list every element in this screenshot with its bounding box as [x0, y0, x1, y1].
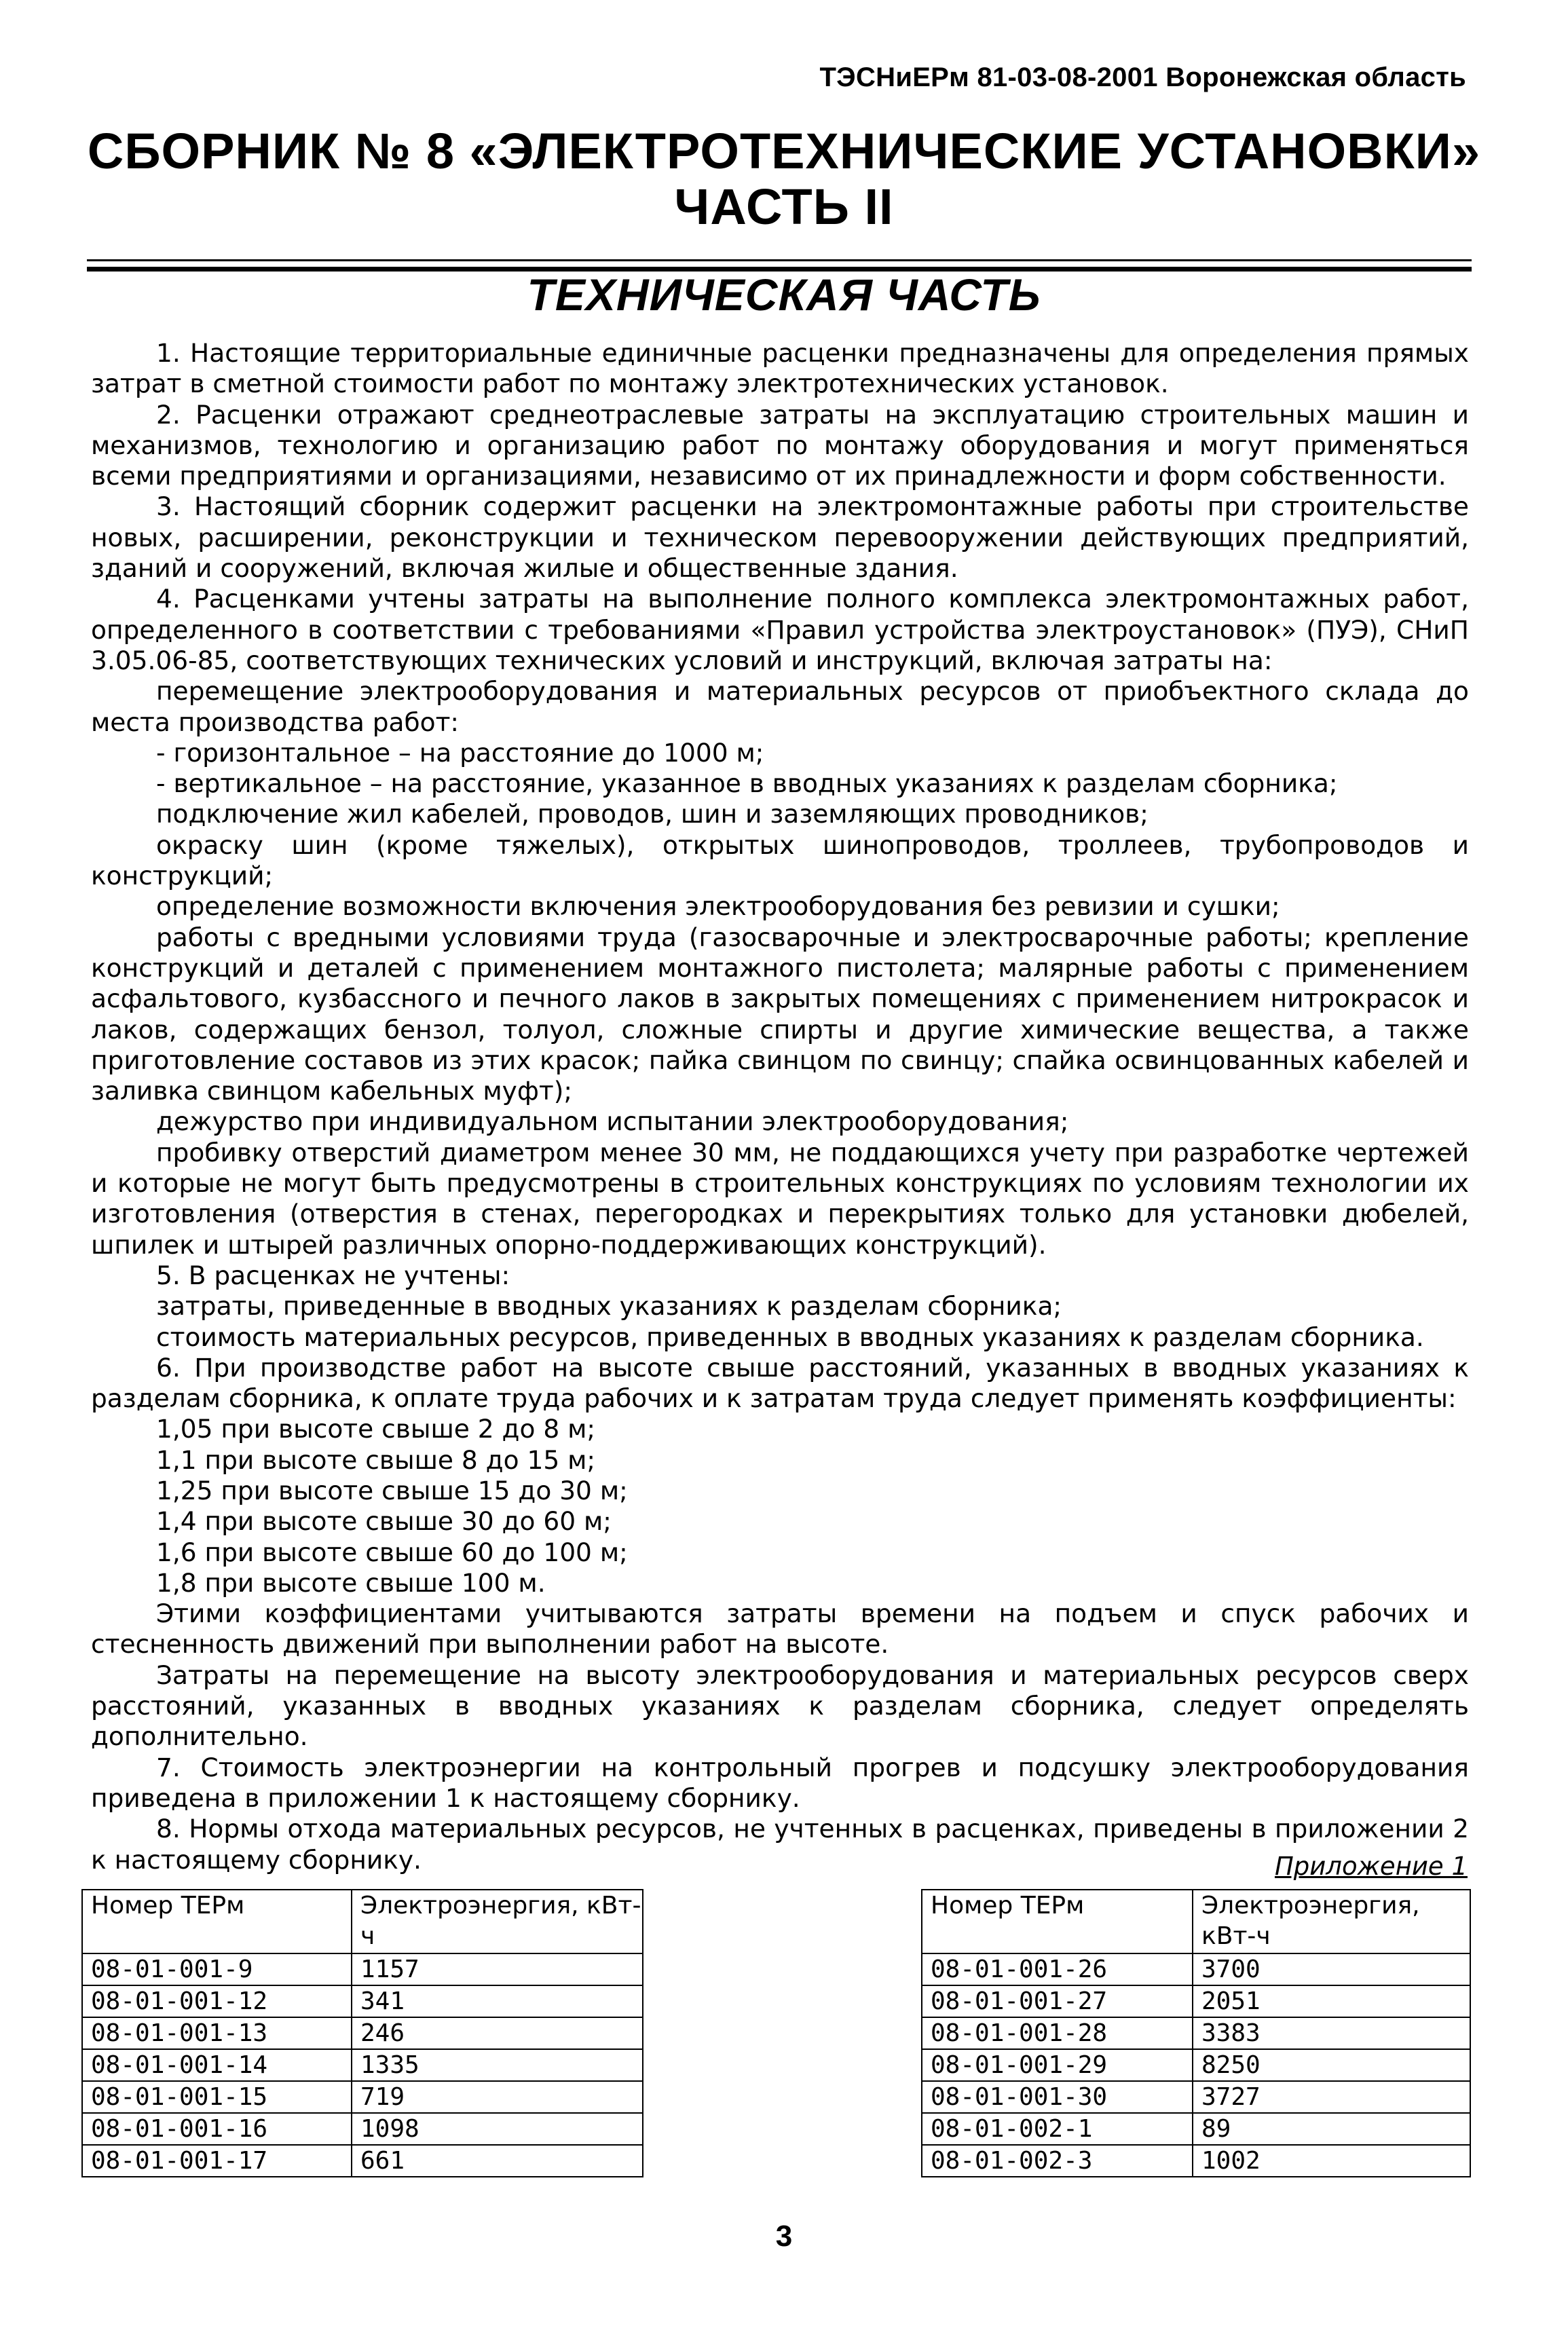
table-header-row [922, 1890, 1470, 1953]
table-row [82, 1985, 643, 2017]
energy-table-right [921, 1889, 1471, 2177]
term-code-cell: 08-01-002-3 [922, 2145, 1193, 2177]
collection-title: СБОРНИК № 8 «ЭЛЕКТРОТЕХНИЧЕСКИЕ УСТАНОВКИ» [87, 123, 1481, 179]
paragraph: 6. При производстве работ на высоте свыше расстояний, указанных в вводных указаниях к разделам сборника, к оплате труда рабочих и к затратам труда следует применять коэффициенты: [91, 1352, 1469, 1414]
paragraph: затраты, приведенные в вводных указаниях к разделам сборника; [156, 1291, 1062, 1322]
paragraph: - горизонтальное – на расстояние до 1000 м; [156, 737, 764, 768]
energy-value-cell: 8250 [1193, 2049, 1470, 2081]
table-row [82, 2081, 643, 2113]
running-head: ТЭСНиЕРм 81-03-08-2001 Воронежская область [819, 62, 1466, 92]
paragraph: 1,4 при высоте свыше 30 до 60 м; [156, 1506, 612, 1537]
paragraph: 4. Расценками учтены затраты на выполнение полного комплекса электромонтажных работ, определенного в соответствии с требованиями «Правил устройства электроустановок» (ПУЭ), СНиП 3.05.06-85, соответствующих технических условий и инструкций, включая затраты на: [91, 584, 1469, 675]
table-row [922, 2113, 1470, 2145]
paragraph: 1,05 при высоте свыше 2 до 8 м; [156, 1414, 596, 1444]
table-row [922, 2145, 1470, 2177]
term-code-cell: 08-01-001-13 [82, 2017, 352, 2049]
paragraph: 3. Настоящий сборник содержит расценки на электромонтажные работы при строительстве новых, расширении, реконструкции и техническом перевооружении действующих предприятий, зданий и сооружений, включая жилые и общественные здания. [91, 491, 1469, 584]
body-text [91, 338, 1469, 1875]
energy-value-cell: 1335 [352, 2049, 643, 2081]
table-row [82, 1953, 643, 1985]
paragraph: 1. Настоящие территориальные единичные расценки предназначены для определения прямых затрат в сметной стоимости работ по монтажу электротехнических установок. [91, 338, 1469, 399]
table-header-row [82, 1890, 643, 1953]
paragraph: 2. Расценки отражают среднеотраслевые затраты на эксплуатацию строительных машин и механизмов, технологию и организацию работ по монтажу оборудования и могут применяться всеми предприятиями и организациями, независимо от их принадлежности и форм собственности. [91, 399, 1469, 491]
title-rule-thin [87, 259, 1472, 261]
term-code-cell: 08-01-001-15 [82, 2081, 352, 2113]
energy-value-cell: 3727 [1193, 2081, 1470, 2113]
table-row [922, 1985, 1470, 2017]
table-row [82, 2113, 643, 2145]
term-code-cell: 08-01-001-27 [922, 1985, 1193, 2017]
paragraph: перемещение электрооборудования и материальных ресурсов от приобъектного склада до места производства работ: [91, 676, 1469, 737]
table-row [82, 2145, 643, 2177]
paragraph: стоимость материальных ресурсов, приведенных в вводных указаниях к разделам сборника. [156, 1322, 1424, 1352]
term-code-cell: 08-01-001-30 [922, 2081, 1193, 2113]
table-row [922, 1953, 1470, 1985]
table-row [82, 2017, 643, 2049]
paragraph: 8. Нормы отхода материальных ресурсов, не учтенных в расценках, приведены в приложении 2 к настоящему сборнику. [91, 1814, 1469, 1875]
table-row [922, 2049, 1470, 2081]
paragraph: 1,1 при высоте свыше 8 до 15 м; [156, 1444, 596, 1475]
energy-value-cell: 246 [352, 2017, 643, 2049]
paragraph: Затраты на перемещение на высоту электрооборудования и материальных ресурсов сверх расстояний, указанных в вводных указаниях к разделам сборника, следует определять дополнительно. [91, 1660, 1469, 1752]
energy-value-cell: 3700 [1193, 1953, 1470, 1985]
term-code-cell: 08-01-001-12 [82, 1985, 352, 2017]
term-code-cell: 08-01-001-17 [82, 2145, 352, 2177]
paragraph: подключение жил кабелей, проводов, шин и заземляющих проводников; [156, 799, 1149, 829]
header-energy: Электроэнергия, кВт-ч [352, 1890, 643, 1953]
paragraph: 1,8 при высоте свыше 100 м. [156, 1567, 546, 1598]
energy-value-cell: 2051 [1193, 1985, 1470, 2017]
term-code-cell: 08-01-001-16 [82, 2113, 352, 2145]
energy-value-cell: 89 [1193, 2113, 1470, 2145]
term-code-cell: 08-01-001-29 [922, 2049, 1193, 2081]
table-row [922, 2017, 1470, 2049]
header-energy: Электроэнергия, кВт-ч [1193, 1890, 1470, 1953]
energy-value-cell: 1157 [352, 1953, 643, 1985]
energy-table-left [81, 1889, 643, 2177]
paragraph: 7. Стоимость электроэнергии на контрольный прогрев и подсушку электрооборудования приведена в приложении 1 к настоящему сборнику. [91, 1752, 1469, 1813]
paragraph: дежурство при индивидуальном испытании электрооборудования; [156, 1106, 1069, 1137]
table-row [922, 2081, 1470, 2113]
header-number: Номер ТЕРм [82, 1890, 352, 1953]
paragraph: 1,25 при высоте свыше 15 до 30 м; [156, 1475, 628, 1505]
paragraph: Этими коэффициентами учитываются затраты времени на подъем и спуск рабочих и стесненность движений при выполнении работ на высоте. [91, 1598, 1469, 1660]
term-code-cell: 08-01-001-28 [922, 2017, 1193, 2049]
table-row [82, 2049, 643, 2081]
paragraph: окраску шин (кроме тяжелых), открытых шинопроводов, троллеев, трубопроводов и конструкций; [91, 829, 1469, 891]
energy-value-cell: 3383 [1193, 2017, 1470, 2049]
appendix-label: Приложение 1 [1274, 1852, 1468, 1881]
term-code-cell: 08-01-001-14 [82, 2049, 352, 2081]
term-code-cell: 08-01-002-1 [922, 2113, 1193, 2145]
paragraph: 1,6 при высоте свыше 60 до 100 м; [156, 1537, 628, 1567]
energy-value-cell: 341 [352, 1985, 643, 2017]
paragraph: работы с вредными условиями труда (газосварочные и электросварочные работы; крепление конструкций и деталей с применением монтажного пистолета; малярные работы с применением асфальтового, кузбассного и печного лаков в закрытых помещениях с применением нитрокрасок и лаков, содержащих бензол, толуол, сложные спирты и другие химические вещества, а также приготовление составов из этих красок; пайка свинцом по свинцу; спайка освинцованных кабелей и заливка свинцом кабельных муфт); [91, 922, 1469, 1106]
header-number: Номер ТЕРм [922, 1890, 1193, 1953]
part-title: ЧАСТЬ II [674, 179, 894, 235]
paragraph: 5. В расценках не учтены: [156, 1260, 510, 1290]
energy-value-cell: 1002 [1193, 2145, 1470, 2177]
energy-value-cell: 1098 [352, 2113, 643, 2145]
energy-value-cell: 661 [352, 2145, 643, 2177]
energy-value-cell: 719 [352, 2081, 643, 2113]
term-code-cell: 08-01-001-26 [922, 1953, 1193, 1985]
paragraph: определение возможности включения электрооборудования без ревизии и сушки; [156, 891, 1280, 922]
paragraph: пробивку отверстий диаметром менее 30 мм, не поддающихся учету при разработке чертежей и которые не могут быть предусмотрены в строительных конструкциях по условиям технологии их изготовления (отверстия в стенах, перегородках и перекрытиях только для установки дюбелей, шпилек и штырей различных опорно-поддерживающих конструкций). [91, 1137, 1469, 1260]
term-code-cell: 08-01-001-9 [82, 1953, 352, 1985]
page-number: 3 [775, 2220, 793, 2253]
paragraph: - вертикальное – на расстояние, указанное в вводных указаниях к разделам сборника; [156, 768, 1338, 799]
section-title: ТЕХНИЧЕСКАЯ ЧАСТЬ [527, 269, 1041, 320]
